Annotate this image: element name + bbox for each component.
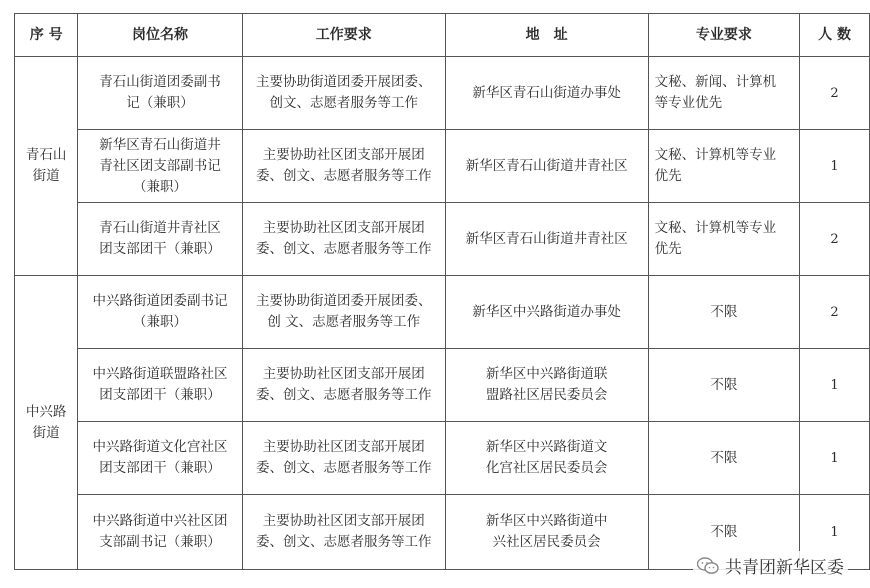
address-cell: 新华区中兴路街道办事处 — [445, 276, 648, 349]
major-cell: 文秘、计算机等专业 优先 — [648, 203, 799, 276]
address-cell: 新华区青石山街道井青社区 — [445, 203, 648, 276]
header-count: 人 数 — [800, 14, 870, 57]
table-row — [15, 57, 870, 130]
count-cell: 2 — [800, 203, 870, 276]
work-cell: 主要协助街道团委开展团委、 创 文、志愿者服务等工作 — [242, 276, 445, 349]
watermark-text: 共青团新华区委 — [725, 558, 844, 578]
header-major: 专业要求 — [648, 14, 799, 57]
table-row — [15, 130, 870, 203]
group-name: 中兴路 街道 — [15, 276, 78, 570]
major-cell: 不限 — [648, 349, 799, 422]
header-index: 序 号 — [15, 14, 78, 57]
work-cell: 主要协助社区团支部开展团 委、创文、志愿者服务等工作 — [242, 203, 445, 276]
count-cell: 1 — [800, 422, 870, 495]
count-cell: 1 — [800, 495, 870, 570]
table-row — [15, 276, 870, 349]
position-cell: 中兴路街道文化宫社区 团支部团干（兼职） — [78, 422, 242, 495]
major-cell: 不限 — [648, 495, 799, 570]
position-cell: 青石山街道团委副书 记（兼职） — [78, 57, 242, 130]
major-cell: 不限 — [648, 276, 799, 349]
position-cell: 中兴路街道团委副书记 （兼职） — [78, 276, 242, 349]
count-cell: 2 — [800, 276, 870, 349]
address-cell: 新华区中兴路街道中 兴社区居民委员会 — [445, 495, 648, 570]
address-cell: 新华区中兴路街道文 化宫社区居民委员会 — [445, 422, 648, 495]
address-cell: 新华区青石山街道办事处 — [445, 57, 648, 130]
header-work: 工作要求 — [242, 14, 445, 57]
major-cell: 文秘、新闻、计算机 等专业优先 — [648, 57, 799, 130]
table-row — [15, 203, 870, 276]
work-cell: 主要协助社区团支部开展团 委、创文、志愿者服务等工作 — [242, 495, 445, 570]
recruitment-table — [14, 13, 870, 570]
count-cell: 1 — [800, 130, 870, 203]
address-cell: 新华区中兴路街道联 盟路社区居民委员会 — [445, 349, 648, 422]
wechat-icon — [697, 557, 719, 575]
header-position: 岗位名称 — [78, 14, 242, 57]
work-cell: 主要协助社区团支部开展团 委、创文、志愿者服务等工作 — [242, 349, 445, 422]
header-row — [15, 14, 870, 57]
group-name: 青石山 街道 — [15, 57, 78, 276]
position-cell: 中兴路街道联盟路社区 团支部团干（兼职） — [78, 349, 242, 422]
work-cell: 主要协助社区团支部开展团 委、创文、志愿者服务等工作 — [242, 422, 445, 495]
work-cell: 主要协助街道团委开展团委、 创文、志愿者服务等工作 — [242, 57, 445, 130]
address-cell: 新华区青石山街道井青社区 — [445, 130, 648, 203]
position-cell: 青石山街道井青社区 团支部团干（兼职） — [78, 203, 242, 276]
major-cell: 不限 — [648, 422, 799, 495]
watermark — [693, 551, 848, 580]
major-cell: 文秘、计算机等专业 优先 — [648, 130, 799, 203]
header-address: 地 址 — [445, 14, 648, 57]
count-cell: 1 — [800, 349, 870, 422]
table-row — [15, 349, 870, 422]
count-cell: 2 — [800, 57, 870, 130]
work-cell: 主要协助社区团支部开展团 委、创文、志愿者服务等工作 — [242, 130, 445, 203]
position-cell: 中兴路街道中兴社区团 支部副书记（兼职） — [78, 495, 242, 570]
table-row — [15, 422, 870, 495]
position-cell: 新华区青石山街道井 青社区团支部副书记 （兼职） — [78, 130, 242, 203]
